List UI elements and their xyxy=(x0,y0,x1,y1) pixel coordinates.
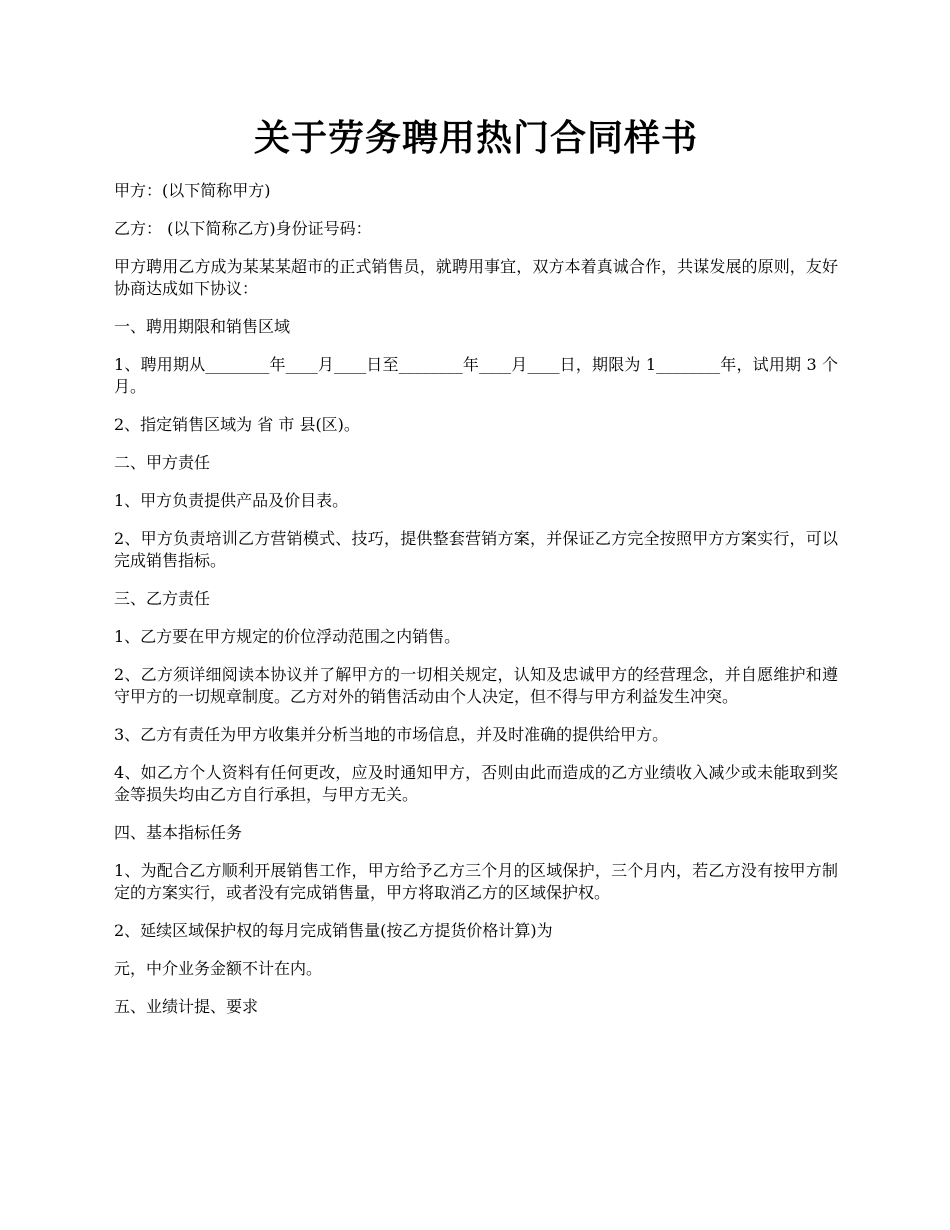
clause-2-2: 2、甲方负责培训乙方营销模式、技巧，提供整套营销方案，并保证乙方完全按照甲方方案实行，可以完成销售指标。 xyxy=(114,529,838,570)
clause-3-4: 4、如乙方个人资料有任何更改，应及时通知甲方，否则由此而造成的乙方业绩收入减少或未能取到奖金等损失均由乙方自行承担，与甲方无关。 xyxy=(114,763,838,804)
clause-1-1: 1、聘用期从________年____月____日至________年____月____日，期限为 1________年，试用期 3 个月。 xyxy=(114,355,838,396)
clause-3-1: 1、乙方要在甲方规定的价位浮动范围之内销售。 xyxy=(114,627,461,646)
clause-3-2: 2、乙方须详细阅读本协议并了解甲方的一切相关规定，认知及忠诚甲方的经营理念，并自愿维护和遵守甲方的一切规章制度。乙方对外的销售活动由个人决定，但不得与甲方利益发生冲突。 xyxy=(114,665,838,706)
section-heading-3: 三、乙方责任 xyxy=(114,589,211,608)
clause-4-1: 1、为配合乙方顺利开展销售工作，甲方给予乙方三个月的区域保护，三个月内，若乙方没有按甲方制定的方案实行，或者没有完成销售量，甲方将取消乙方的区域保护权。 xyxy=(114,861,838,902)
clause-1-2: 2、指定销售区域为 省 市 县(区)。 xyxy=(114,415,360,434)
party-a-line: 甲方：(以下简称甲方) xyxy=(114,181,271,200)
clause-4-2: 2、延续区域保护权的每月完成销售量(按乙方提货价格计算)为 xyxy=(114,921,553,940)
document-title: 关于劳务聘用热门合同样书 xyxy=(253,117,698,159)
document-body xyxy=(114,180,838,1018)
intro-paragraph: 甲方聘用乙方成为某某某超市的正式销售员，就聘用事宜，双方本着真诚合作，共谋发展的原则，友好协商达成如下协议： xyxy=(114,257,838,298)
clause-3-3: 3、乙方有责任为甲方收集并分析当地的市场信息，并及时准确的提供给甲方。 xyxy=(114,725,669,744)
party-b-line: 乙方： (以下简称乙方)身份证号码： xyxy=(114,219,372,238)
clause-4-2-continued: 元，中介业务金额不计在内。 xyxy=(114,959,323,978)
clause-2-1: 1、甲方负责提供产品及价目表。 xyxy=(114,491,349,510)
section-heading-4: 四、基本指标任务 xyxy=(114,823,243,842)
section-heading-5: 五、业绩计提、要求 xyxy=(114,997,259,1016)
section-heading-1: 一、聘用期限和销售区域 xyxy=(114,317,291,336)
section-heading-2: 二、甲方责任 xyxy=(114,453,211,472)
